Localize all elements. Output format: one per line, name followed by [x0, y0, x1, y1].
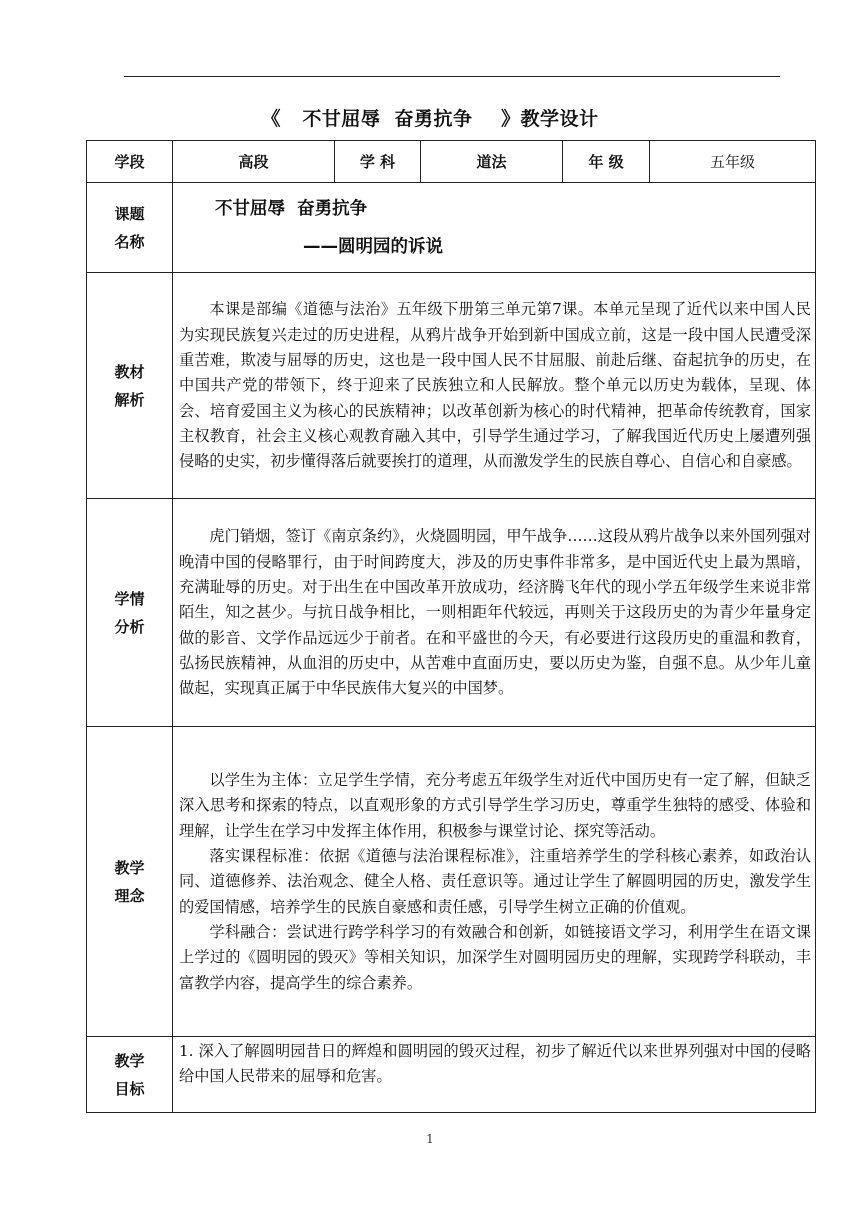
page-number: 1	[426, 1132, 434, 1146]
textbook-paragraph: 本课是部编《道德与法治》五年级下册第三单元第7课。本单元呈现了近代以来中国人民为实现民族复兴走过的历史进程，从鸦片战争开始到新中国成立前，这是一段中国人民遭受深重苦难，欺凌与屈辱的历史，这也是一段中国人民不甘屈服、前赴后继、奋起抗争的历史，在中国共产党的带领下，终于迎来了民族独立和人民解放。整个单元以历史为载体，呈现、体会、培育爱国主义为核心的民族精神；以改革创新为核心的时代精神，把革命传统教育，国家主权教育，社会主义核心观教育融入其中，引导学生通过学习，了解我国近代历史上屡遭列强侵略的史实，初步懂得落后就要挨打的道理，从而激发学生的民族自尊心、自信心和自豪感。	[179, 300, 811, 471]
label-subject: 学 科	[335, 141, 421, 183]
students-paragraph: 虎门销烟，签订《南京条约》，火烧圆明园，甲午战争……这段从鸦片战争以来外国列强对晚清中国的侵略罪行，由于时间跨度大，涉及的历史事件非常多，是中国近代史上最为黑暗，充满耻辱的历史。对于出生在中国改革开放成功，经济腾飞年代的现小学五年级学生来说非常陌生，知之甚少。与抗日战争相比，一则相距年代较远，再则关于这段历史的为青少年量身定做的影音、文学作品远远少于前者。在和平盛世的今天，有必要进行这段历史的重温和教育，弘扬民族精神，从血泪的历史中，从苦难中直面历史，要以历史为鉴，自强不息。从少年儿童做起，实现真正属于中华民族伟大复兴的中国梦。	[179, 527, 811, 698]
goals-row	[87, 1037, 816, 1113]
topic-main-title: 不甘屈辱 奋勇抗争	[215, 198, 368, 219]
philosophy-row	[87, 727, 816, 1037]
label-grade: 年 级	[563, 141, 650, 183]
students-row	[87, 499, 816, 727]
students-label-line2: 分析	[114, 617, 145, 636]
topic-label-line2: 名称	[114, 232, 145, 251]
philosophy-label-line2: 理念	[114, 886, 145, 905]
philosophy-paragraph: 学科融合：尝试进行跨学科学习的有效融合和创新，如链接语文学习，利用学生在语文课上学过的《圆明园的毁灭》等相关知识，加深学生对圆明园历史的理解，实现跨学科联动，丰富教学内容，提高学生的综合素养。	[179, 922, 811, 992]
textbook-row	[87, 273, 816, 499]
goal-item: 1. 深入了解圆明园昔日的辉煌和圆明园的毁灭过程，初步了解近代以来世界列强对中国的侵略给中国人民带来的屈辱和危害。	[179, 1042, 811, 1086]
philosophy-label	[87, 727, 173, 1037]
philosophy-label-line1: 教学	[114, 858, 145, 877]
goals-label-line1: 教学	[114, 1051, 145, 1070]
document-title: 《 不甘屈辱 奋勇抗争 》教学设计	[261, 108, 599, 130]
lesson-design-table	[86, 140, 816, 1113]
textbook-content	[173, 273, 816, 499]
topic-label	[87, 183, 173, 273]
value-subject: 道法	[421, 141, 563, 183]
textbook-label-line2: 解析	[114, 390, 145, 409]
topic-subtitle: ——圆明园的诉说	[303, 236, 443, 257]
topic-label-line1: 课题	[114, 204, 145, 223]
topic-row	[87, 183, 816, 273]
value-grade: 五年级	[650, 141, 816, 183]
goals-label-line2: 目标	[114, 1079, 145, 1098]
textbook-label-line1: 教材	[114, 362, 145, 381]
label-stage: 学段	[87, 141, 173, 183]
goals-label	[87, 1037, 173, 1113]
students-label-line1: 学情	[114, 589, 145, 608]
textbook-label	[87, 273, 173, 499]
goals-content	[173, 1037, 816, 1113]
philosophy-paragraph: 以学生为主体：立足学生学情，充分考虑五年级学生对近代中国历史有一定了解，但缺乏深入思考和探索的特点，以直观形象的方式引导学生学习历史，尊重学生独特的感受、体验和理解，让学生在学习中发挥主体作用，积极参与课堂讨论、探究等活动。	[179, 771, 811, 840]
philosophy-content	[173, 727, 816, 1037]
students-content	[173, 499, 816, 727]
value-stage: 高段	[173, 141, 335, 183]
header-row	[87, 141, 816, 183]
topic-content	[173, 183, 816, 273]
students-label	[87, 499, 173, 727]
header-rule	[124, 76, 780, 77]
philosophy-paragraph: 落实课程标准：依据《道德与法治课程标准》，注重培养学生的学科核心素养，如政治认同、道德修养、法治观念、健全人格、责任意识等。通过让学生了解圆明园的历史，激发学生的爱国情感，培养学生的民族自豪感和责任感，引导学生树立正确的价值观。	[179, 847, 811, 916]
